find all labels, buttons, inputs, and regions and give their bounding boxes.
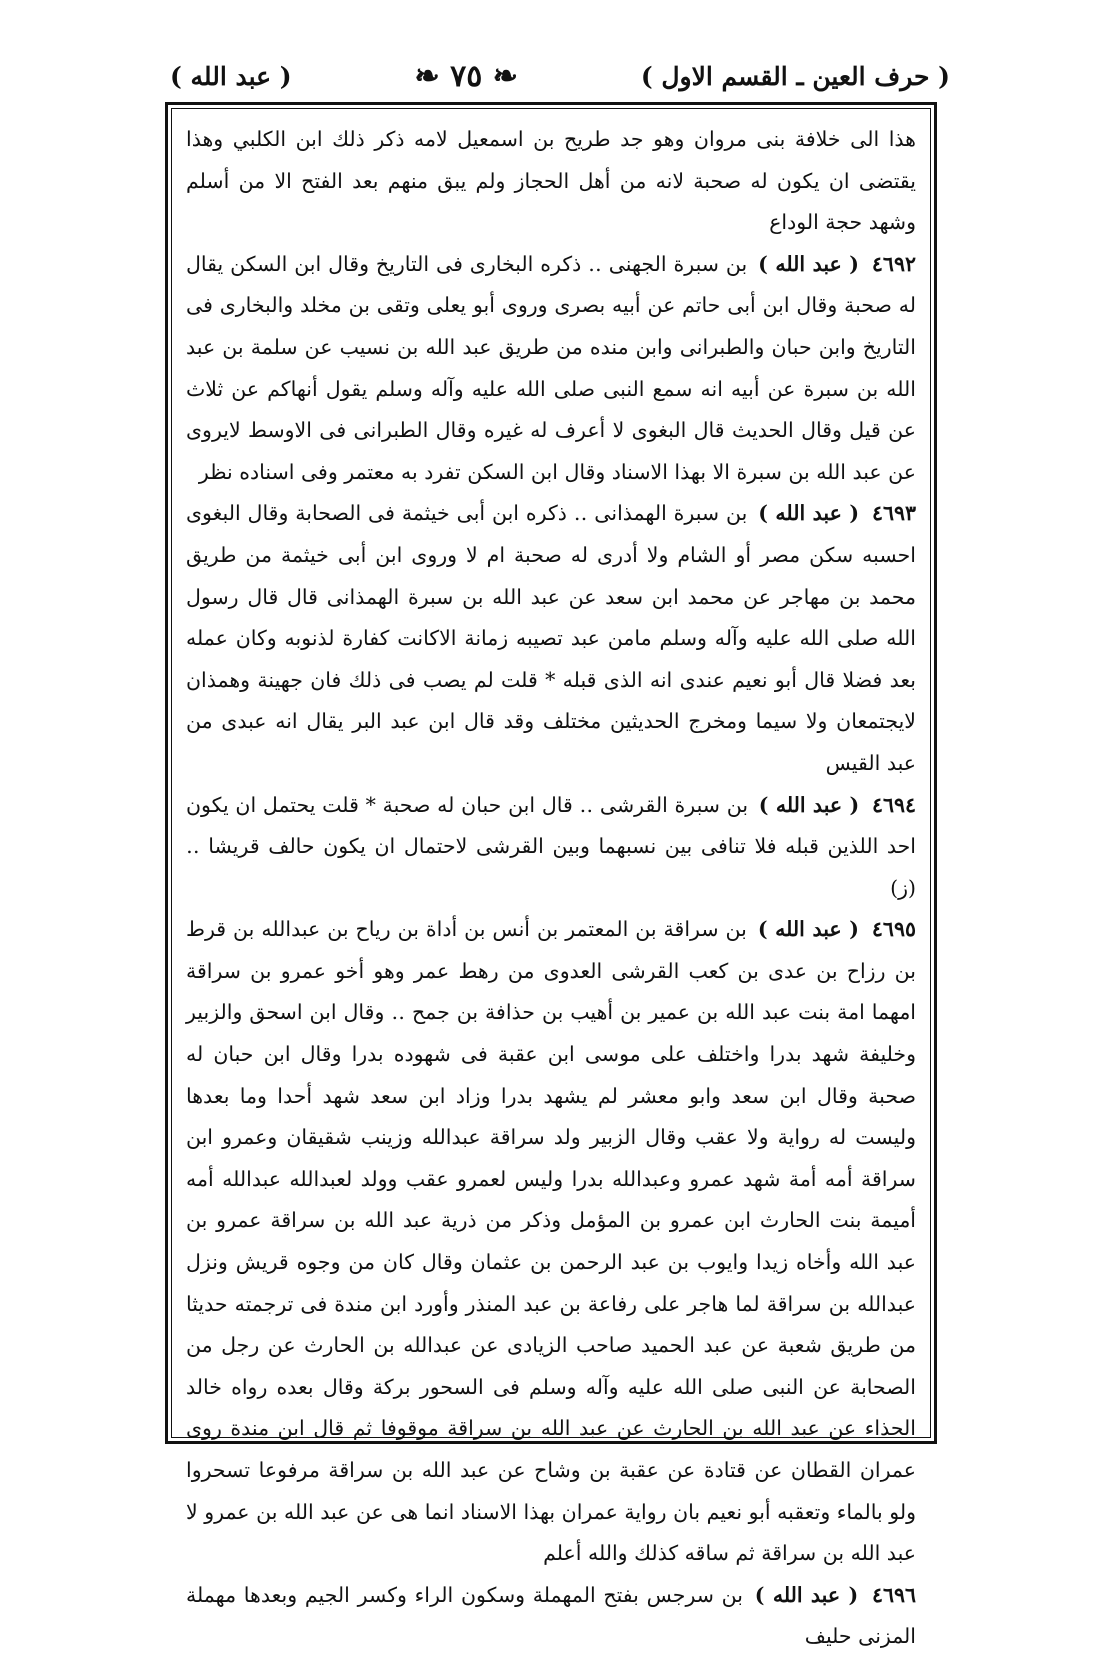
body-text	[186, 119, 916, 1658]
entry-number: ٤٦٩٥	[871, 917, 916, 942]
entry-number: ٤٦٩٤	[871, 792, 916, 817]
entry-name: ( عبد الله )	[757, 917, 859, 942]
entry-number: ٤٦٩٢	[871, 251, 916, 276]
entry-number: ٤٦٩٦	[871, 1582, 916, 1607]
entry-name: ( عبد الله )	[758, 501, 860, 526]
page-header	[170, 52, 950, 100]
page-body	[171, 108, 931, 1649]
entry-name: ( عبد الله )	[754, 1582, 859, 1607]
entry-4695	[186, 909, 916, 1575]
header-entry-name: ( عبد الله )	[170, 61, 292, 91]
entry-4694	[186, 785, 916, 910]
page-number: ❧ ٧٥ ❧	[414, 58, 518, 94]
entry-text: بن سرجس بفتح المهملة وسكون الراء وكسر الجيم وبعدها مهملة المزنى حليف	[186, 1582, 916, 1649]
entry-4696	[186, 1575, 916, 1658]
entry-name: ( عبد الله )	[758, 792, 860, 817]
entry-text: بن سبرة الجهنى ‥ ذكره البخارى فى التاريخ وقال ابن السكن يقال له صحبة وقال ابن أبى حاتم عن أبيه بصرى وروى أبو يعلى وتقى بن مخلد والبخارى فى التاريخ وابن حبان والطبرانى وابن منده من طريق عبد الله بن نسيب عن سلمة بن عبد الله بن سبرة عن أبيه انه سمع النبى صلى الله عليه وآله وسلم يقول أنهاكم عن ثلاث عن قيل وقال الحديث قال البغوى لا أعرف له غيره وقال الطبرانى فى الاوسط لايروى عن عبد الله بن سبرة الا بهذا الاسناد وقال ابن السكن تفرد به معتمر وفى اسناده نظر	[186, 251, 916, 484]
entry-text: بن سبرة الهمذانى ‥ ذكره ابن أبى خيثمة فى الصحابة وقال البغوى احسبه سكن مصر أو الشام ولا أدرى له صحبة ام لا وروى ابن أبى خيثمة من طريق محمد بن مهاجر عن محمد ابن سعد عن عبد الله بن سبرة الهمذانى قال قال رسول الله صلى الله عليه وآله وسلم مامن عبد تصيبه زمانة الاكانت كفارة لذنوبه وكان عمله بعد فضلا قال أبو نعيم عندى انه الذى قبله * قلت لم يصب فى ذلك فان جهينة وهمذان لايجتمعان ولا سيما ومخرج الحديثين مختلف وقد قال ابن عبد البر يقال انه عبدى من عبد القيس	[186, 501, 916, 775]
entry-name: ( عبد الله )	[758, 251, 859, 276]
entry-4693	[186, 493, 916, 784]
header-section-title: ( حرف العين ـ القسم الاول )	[640, 61, 950, 91]
entry-4692	[186, 244, 916, 494]
entry-text: بن سراقة بن المعتمر بن أنس بن أداة بن رياح بن عبدالله بن قرط بن رزاح بن عدى بن كعب القرشى العدوى من رهط عمر وهو أخو عمرو بن سراقة امهما امة بنت عبد الله بن عمير بن أهيب بن حذافة بن جمح ‥ وقال ابن اسحق والزبير وخليفة شهد بدرا واختلف على موسى ابن عقبة فى شهوده بدرا وقال ابن حبان له صحبة وقال ابن سعد وابو معشر لم يشهد بدرا وزاد ابن سعد شهد أحدا وما بعدها وليست له رواية ولا عقب وقال الزبير ولد سراقة عبدالله وزينب شقيقان وعمرو ابن سراقة أمه أمة شهد عمرو وعبدالله بدرا وليس لعمرو عقب وولد لعبدالله عبدالله أمه أميمة بنت الحارث ابن عمرو بن المؤمل وذكر من ذرية عبد الله بن سراقة عمرو بن عبد الله وأخاه زيدا وايوب بن عبد الرحمن بن عثمان وقال كان من وجوه قريش ونزل عبدالله بن سراقة لما هاجر على رفاعة بن عبد المنذر وأورد ابن مندة فى ترجمته حديثا من طريق شعبة عن عبد الحميد صاحب الزيادى عن عبدالله بن الحارث عن رجل من الصحابة عن النبى صلى الله عليه وآله وسلم فى السحور بركة وقال بعده رواه خالد الحذاء عن عبد الله بن الحارث عن عبد الله بن سراقة موقوفا ثم قال ابن مندة روى عمران القطان عن قتادة عن عقبة بن وشاح عن عبد الله بن سراقة مرفوعا تسحروا ولو بالماء وتعقبه أبو نعيم بان رواية عمران بهذا الاسناد انما هى عن عبد الله بن عمرو لا عبد الله بن سراقة ثم ساقه كذلك والله أعلم	[186, 917, 916, 1566]
entry-text: بن سبرة القرشى ‥ قال ابن حبان له صحبة * قلت يحتمل ان يكون احد اللذين قبله فلا تنافى بين نسبهما وبين القرشى لاحتمال ان يكون حالف قريشا ‥ (ز)	[186, 792, 916, 900]
entry-number: ٤٦٩٣	[871, 501, 916, 526]
intro-paragraph: هذا الى خلافة بنى مروان وهو جد طريح بن اسمعيل لامه ذكر ذلك ابن الكلبي وهذا يقتضى ان يكون له صحبة لانه من أهل الحجاز ولم يبق منهم بعد الفتح الا من أسلم وشهد حجة الوداع	[186, 127, 916, 235]
